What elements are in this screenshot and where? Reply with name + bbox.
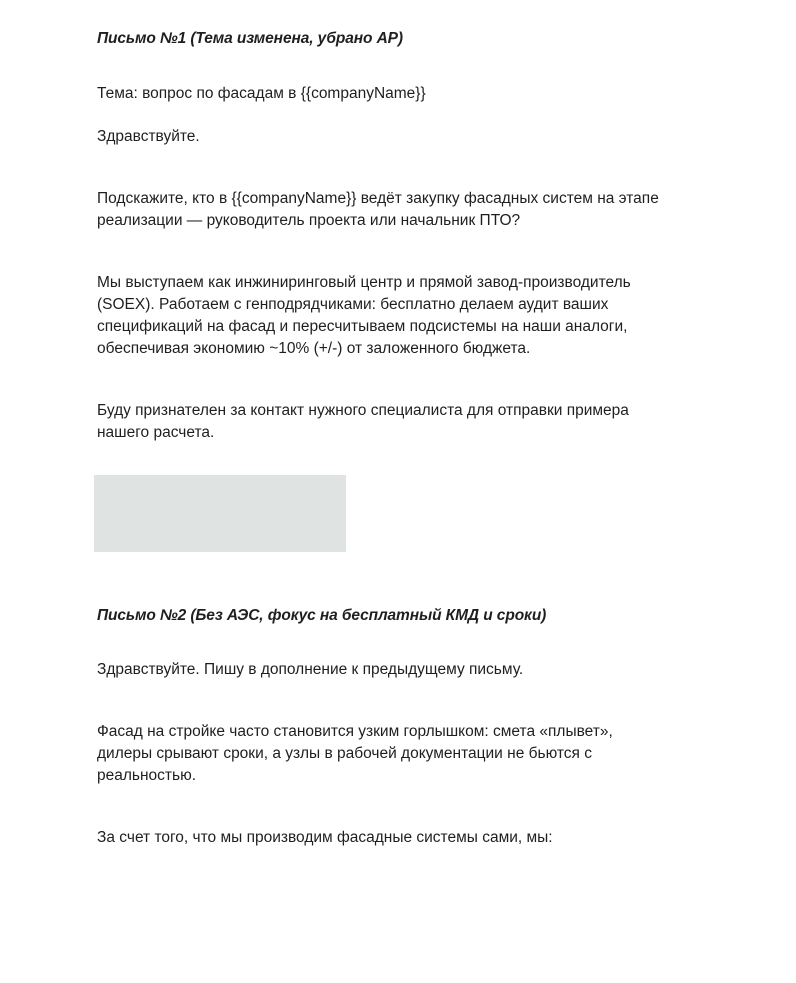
greeting-line: Здравствуйте. [97, 128, 200, 145]
letter-1-offer [97, 272, 697, 360]
letter-1-greeting [97, 126, 697, 148]
subject-line: Тема: вопрос по фасадам в {{companyName}} [97, 85, 426, 102]
text-line: спецификаций на фасад и пересчитываем подсистемы на наши аналоги, [97, 318, 628, 335]
letter-2-heading: Письмо №2 (Без АЭС, фокус на бесплатный КМД и сроки) [97, 607, 547, 624]
letter-1-subject [97, 83, 697, 105]
letter-2-intro [97, 659, 697, 681]
letter-1-heading: Письмо №1 (Тема изменена, убрано АР) [97, 30, 403, 47]
text-line: Здравствуйте. Пишу в дополнение к предыдущему письму. [97, 661, 524, 678]
letter-1-question [97, 188, 697, 232]
text-line: Мы выступаем как инжиниринговый центр и прямой завод-производитель [97, 274, 631, 291]
text-line: нашего расчета. [97, 424, 215, 441]
text-line: реализации — руководитель проекта или начальник ПТО? [97, 212, 521, 229]
text-line: дилеры срывают сроки, а узлы в рабочей документации не бьются с [97, 745, 592, 762]
text-line: Фасад на стройке часто становится узким горлышком: смета «плывет», [97, 723, 613, 740]
letter-1-closing [97, 400, 697, 444]
letter-2-problem [97, 721, 697, 787]
text-line: За счет того, что мы производим фасадные системы сами, мы: [97, 829, 553, 846]
text-line: реальностью. [97, 767, 197, 784]
letter-2-benefits-intro [97, 827, 697, 849]
text-line: Подскажите, кто в {{companyName}} ведёт закупку фасадных систем на этапе [97, 190, 659, 207]
text-line: (SOEX). Работаем с генподрядчиками: бесплатно делаем аудит ваших [97, 296, 609, 313]
text-line: обеспечивая экономию ~10% (+/-) от заложенного бюджета. [97, 340, 531, 357]
image-placeholder [94, 475, 346, 552]
text-line: Буду признателен за контакт нужного специалиста для отправки примера [97, 402, 629, 419]
